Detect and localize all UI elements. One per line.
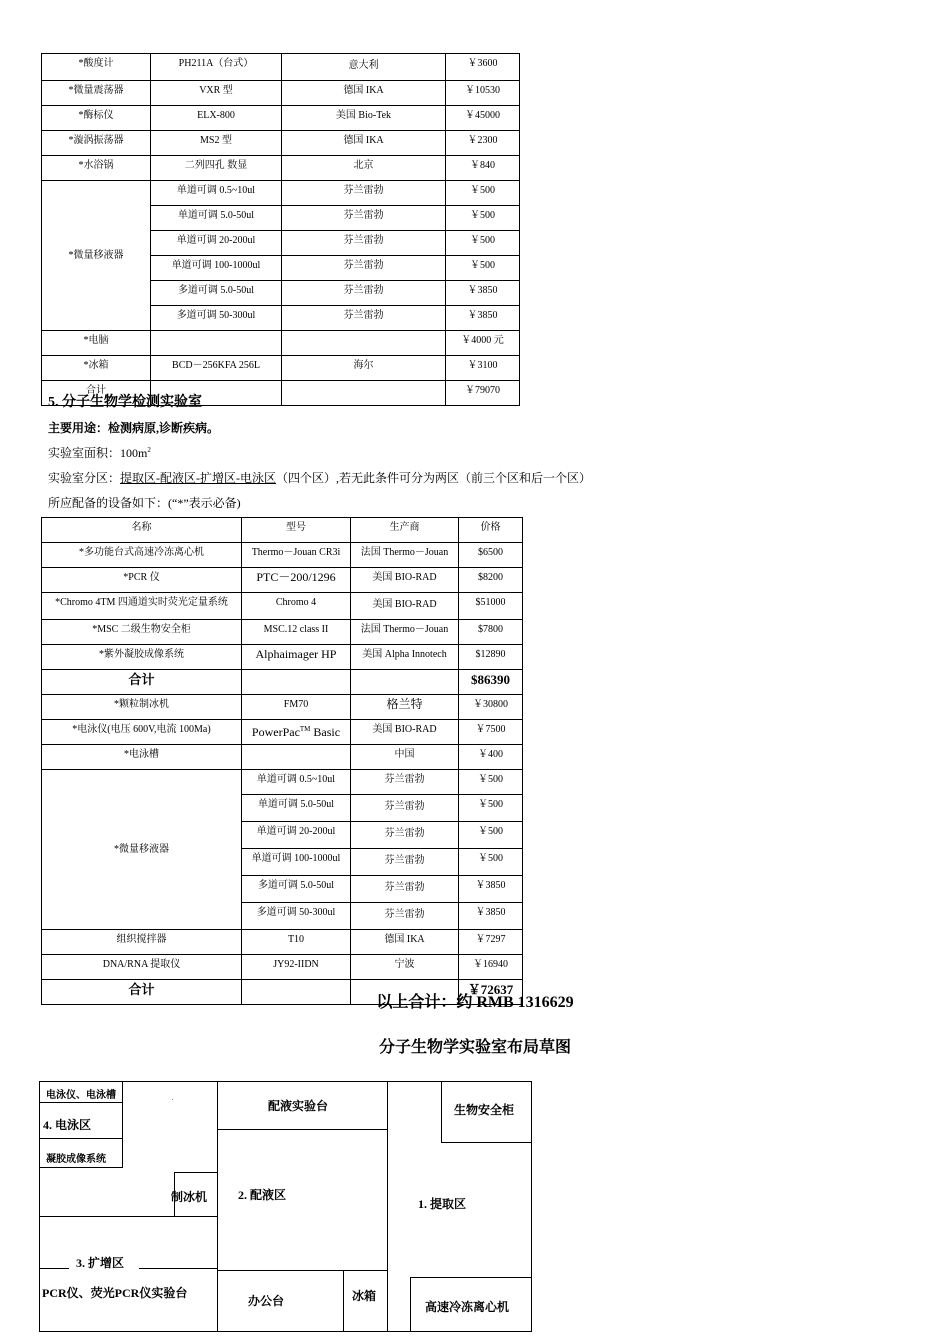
centrifuge-label: 高速冷冻离心机 [425, 1300, 510, 1314]
divider-line [217, 1270, 388, 1271]
cell-name: *漩涡振荡器 [42, 131, 151, 156]
table-row [42, 930, 523, 955]
cell-maker: 芬兰雷勃 [351, 770, 459, 795]
cell-price: ￥400 [459, 745, 523, 770]
cell-price: ￥500 [446, 181, 520, 206]
cell-name: *酸度计 [42, 54, 151, 81]
cell-model: PTC－200/1296 [242, 568, 351, 593]
cell-name: *电泳仪(电压 600V,电流 100Ma) [42, 720, 242, 745]
cell-price: ￥3600 [446, 54, 520, 81]
cell-model: 多道可调 5.0-50ul [242, 876, 351, 903]
cell-model: 单道可调 100-1000ul [151, 256, 282, 281]
cell-model: MSC.12 class II [242, 620, 351, 645]
cell-maker: 芬兰雷勃 [351, 903, 459, 930]
table-row [42, 106, 520, 131]
table-row [42, 593, 523, 620]
cell-name: *颗粒制冰机 [42, 695, 242, 720]
subtotal-label: 合计 [42, 980, 242, 1005]
cell-maker: 美国 BIO-RAD [351, 568, 459, 593]
header-name: 名称 [42, 518, 242, 543]
cell-model: JY92-IIDN [242, 955, 351, 980]
gel-imaging-label: 凝胶成像系统 [46, 1154, 106, 1165]
cell-model: 单道可调 100-1000ul [242, 849, 351, 876]
cell-name: *多功能台式高速冷冻离心机 [42, 543, 242, 568]
header-price: 价格 [459, 518, 523, 543]
pcr-bench-label: PCR仪、荧光PCR仪实验台 [42, 1286, 188, 1300]
cell-maker: 宁波 [351, 955, 459, 980]
table-row [42, 54, 520, 81]
cell-model: BCD－256KFA 256L [151, 356, 282, 381]
lab-layout-diagram [39, 1081, 532, 1332]
area-sup: 2 [147, 446, 151, 454]
cell-model: 单道可调 5.0-50ul [242, 795, 351, 822]
cell-model: 单道可调 0.5~10ul [242, 770, 351, 795]
cell-maker: 芬兰雷勃 [351, 795, 459, 822]
cell-maker: 芬兰雷勃 [351, 876, 459, 903]
cell-model: 二列四孔 数显 [151, 156, 282, 181]
table-row [42, 181, 520, 206]
cell-maker: 芬兰雷勃 [282, 231, 446, 256]
cell-maker [282, 331, 446, 356]
cell-price: $8200 [459, 568, 523, 593]
cell-maker: 德国 IKA [282, 81, 446, 106]
divider-line [387, 1081, 388, 1332]
cell-price: ￥500 [459, 795, 523, 822]
cell-price: ￥500 [446, 231, 520, 256]
cell-price: ￥500 [459, 770, 523, 795]
cell-maker: 芬兰雷勃 [282, 306, 446, 331]
bio-cabinet-label: 生物安全柜 [454, 1103, 515, 1117]
table-header-row [42, 518, 523, 543]
table-row [42, 620, 523, 645]
diagram-title: 分子生物学实验室布局草图 [378, 1039, 571, 1056]
cell-maker: 美国 Alpha Innotech [351, 645, 459, 670]
table-row [42, 356, 520, 381]
cell-price: ￥45000 [446, 106, 520, 131]
table-row [42, 156, 520, 181]
grand-total: 以上合计：约 RMB 1316629 [376, 994, 574, 1011]
table-row [42, 770, 523, 795]
header-model: 型号 [242, 518, 351, 543]
cell-name: *微量震荡器 [42, 81, 151, 106]
cell-price: ￥3850 [459, 903, 523, 930]
cell-model: FM70 [242, 695, 351, 720]
table-row [42, 543, 523, 568]
cell-price: $6500 [459, 543, 523, 568]
table-row [42, 745, 523, 770]
cell-price: ￥7500 [459, 720, 523, 745]
prep-bench-label: 配液实验台 [268, 1099, 329, 1113]
cell-model: Chromo 4 [242, 593, 351, 620]
cell-name: *微量移液器 [42, 181, 151, 331]
cell-name: *微量移液器 [42, 770, 242, 930]
zones-suffix: （四个区）,若无此条件可分为两区（前三个区和后一个区） [276, 471, 592, 485]
cell-model: PH211A（台式） [151, 54, 282, 81]
cell-maker: 海尔 [282, 356, 446, 381]
cell-model: 多道可调 5.0-50ul [151, 281, 282, 306]
cell-maker: 法国 Thermo－Jouan [351, 543, 459, 568]
cell-maker: 德国 IKA [282, 131, 446, 156]
header-maker: 生产商 [351, 518, 459, 543]
cell-name: *PCR 仪 [42, 568, 242, 593]
zones-list: 提取区-配液区-扩增区-电泳区 [120, 471, 277, 485]
divider-line [139, 1268, 218, 1269]
purpose-text: 主要用途：检测病原,诊断疾病。 [48, 421, 220, 435]
cell-name: *电泳槽 [42, 745, 242, 770]
cell-price: ￥500 [459, 849, 523, 876]
table-row [42, 568, 523, 593]
cell-empty [351, 670, 459, 695]
electro-zone-label: 4. 电泳区 [43, 1118, 92, 1132]
cell-name: *冰箱 [42, 356, 151, 381]
subtotal-price: ￥72637 [459, 980, 523, 1005]
cell-model [242, 720, 351, 745]
table-row [42, 955, 523, 980]
mark-dot [172, 1099, 173, 1100]
cell-name: *MSC 二级生物安全柜 [42, 620, 242, 645]
model-sup: TM [299, 725, 311, 733]
cell-model [242, 745, 351, 770]
equipment-table-1 [41, 53, 520, 406]
cell-model: 多道可调 50-300ul [242, 903, 351, 930]
cell-price: ￥500 [446, 256, 520, 281]
cell-maker: 法国 Thermo－Jouan [351, 620, 459, 645]
cell-price: ￥3100 [446, 356, 520, 381]
cell-name: *电脑 [42, 331, 151, 356]
cell-model: 多道可调 50-300ul [151, 306, 282, 331]
model-tail: Basic [310, 725, 341, 739]
cell-model [151, 331, 282, 356]
cell-price: $12890 [459, 645, 523, 670]
cell-model: Alphaimager HP [242, 645, 351, 670]
cell-maker: 芬兰雷勃 [282, 206, 446, 231]
cell-name: *紫外凝胶成像系统 [42, 645, 242, 670]
zones-prefix: 实验室分区： [48, 471, 121, 485]
area-text [48, 444, 151, 461]
cell-price: $51000 [459, 593, 523, 620]
cell-price: ￥3850 [446, 281, 520, 306]
table-row [42, 131, 520, 156]
model-text: PowerPac [251, 725, 300, 739]
divider-line [217, 1129, 388, 1130]
cell-price: ￥3850 [446, 306, 520, 331]
area-label: 实验室面积：100m [48, 446, 148, 460]
prep-zone-label: 2. 配液区 [238, 1188, 287, 1202]
section-heading: 5. 分子生物学检测实验室 [48, 395, 202, 410]
cell-maker [282, 381, 446, 406]
cell-model: Thermo－Jouan CR3i [242, 543, 351, 568]
cell-empty [242, 670, 351, 695]
table-row [42, 720, 523, 745]
cell-price: ￥7297 [459, 930, 523, 955]
cell-price: $7800 [459, 620, 523, 645]
divider-line [39, 1216, 218, 1217]
divider-line [217, 1081, 218, 1332]
cell-name: *水浴锅 [42, 156, 151, 181]
cell-model: ELX-800 [151, 106, 282, 131]
amp-zone-label: 3. 扩增区 [76, 1256, 125, 1270]
cell-maker: 芬兰雷勃 [351, 849, 459, 876]
cell-price: ￥840 [446, 156, 520, 181]
cell-price: ￥500 [446, 206, 520, 231]
equipment-note: 所应配备的设备如下：(“*”表示必备) [48, 496, 241, 510]
equipment-table-2 [41, 517, 523, 1005]
cell-model: 单道可调 20-200ul [242, 822, 351, 849]
table-row [42, 645, 523, 670]
cell-price: ￥79070 [446, 381, 520, 406]
extract-zone-label: 1. 提取区 [418, 1197, 467, 1211]
divider-line [343, 1270, 344, 1332]
office-desk-label: 办公台 [248, 1294, 285, 1308]
ice-maker-label: 制冰机 [171, 1190, 208, 1204]
subtotal-label: 合计 [42, 670, 242, 695]
cell-price: ￥10530 [446, 81, 520, 106]
cell-maker: 芬兰雷勃 [351, 822, 459, 849]
cell-price: ￥3850 [459, 876, 523, 903]
cell-maker: 芬兰雷勃 [282, 181, 446, 206]
subtotal-row [42, 670, 523, 695]
cell-maker: 北京 [282, 156, 446, 181]
cell-price: ￥4000 元 [446, 331, 520, 356]
divider-line [39, 1268, 69, 1269]
cell-price: ￥30800 [459, 695, 523, 720]
table-row [42, 331, 520, 356]
cell-name: *Chromo 4TM 四通道实时荧光定量系统 [42, 593, 242, 620]
cell-maker: 德国 IKA [351, 930, 459, 955]
fridge-label: 冰箱 [352, 1289, 377, 1303]
table-row [42, 695, 523, 720]
cell-model: 单道可调 5.0-50ul [151, 206, 282, 231]
cell-name: 合计 [42, 381, 151, 406]
cell-name: DNA/RNA 提取仪 [42, 955, 242, 980]
cell-price: ￥16940 [459, 955, 523, 980]
cell-price: ￥2300 [446, 131, 520, 156]
cell-model: T10 [242, 930, 351, 955]
zones-text [48, 469, 591, 486]
subtotal-price: $86390 [459, 670, 523, 695]
cell-maker: 中国 [351, 745, 459, 770]
cell-maker: 芬兰雷勃 [282, 256, 446, 281]
cell-model: VXR 型 [151, 81, 282, 106]
cell-model: 单道可调 0.5~10ul [151, 181, 282, 206]
electro-equip-label: 电泳仪、电泳槽 [46, 1090, 116, 1101]
cell-model: 单道可调 20-200ul [151, 231, 282, 256]
cell-maker: 格兰特 [351, 695, 459, 720]
cell-price: ￥500 [459, 822, 523, 849]
cell-maker: 意大利 [282, 54, 446, 81]
cell-name: 组织搅拌器 [42, 930, 242, 955]
table-row [42, 81, 520, 106]
cell-model: MS2 型 [151, 131, 282, 156]
cell-maker: 芬兰雷勃 [282, 281, 446, 306]
cell-name: *酶标仪 [42, 106, 151, 131]
cell-maker: 美国 BIO-RAD [351, 593, 459, 620]
cell-maker: 美国 BIO-RAD [351, 720, 459, 745]
cell-maker: 美国 Bio-Tek [282, 106, 446, 131]
